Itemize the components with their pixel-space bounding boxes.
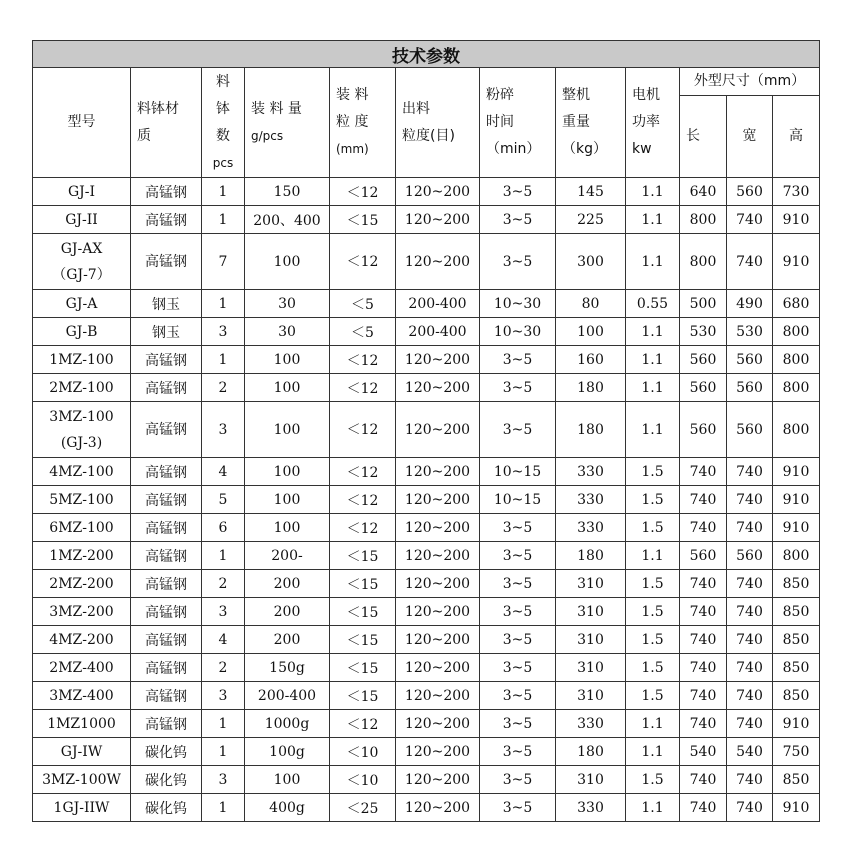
cell-crush-time: 3~5 bbox=[480, 542, 556, 570]
cell-width: 740 bbox=[727, 794, 773, 822]
cell-length: 740 bbox=[680, 794, 727, 822]
cell-load: 100 bbox=[245, 346, 330, 374]
cell-length: 740 bbox=[680, 766, 727, 794]
cell-material: 高锰钢 bbox=[131, 206, 202, 234]
cell-length: 740 bbox=[680, 458, 727, 486]
cell-load: 100g bbox=[245, 738, 330, 766]
cell-output-size: 120~200 bbox=[396, 570, 480, 598]
cell-width: 530 bbox=[727, 318, 773, 346]
cell-output-size: 200-400 bbox=[396, 290, 480, 318]
table-row bbox=[33, 346, 820, 374]
cell-length: 560 bbox=[680, 542, 727, 570]
cell-load: 200 bbox=[245, 570, 330, 598]
cell-material: 碳化钨 bbox=[131, 738, 202, 766]
cell-material: 高锰钢 bbox=[131, 458, 202, 486]
cell-power: 1.5 bbox=[626, 626, 680, 654]
cell-height: 910 bbox=[773, 234, 820, 290]
cell-weight: 310 bbox=[556, 626, 626, 654]
cell-weight: 225 bbox=[556, 206, 626, 234]
table-row bbox=[33, 458, 820, 486]
cell-crush-time: 3~5 bbox=[480, 794, 556, 822]
header-bowl-material: 料钵材 质 bbox=[131, 68, 202, 178]
cell-output-size: 120~200 bbox=[396, 458, 480, 486]
cell-width: 740 bbox=[727, 766, 773, 794]
cell-material: 高锰钢 bbox=[131, 542, 202, 570]
cell-height: 850 bbox=[773, 682, 820, 710]
cell-length: 740 bbox=[680, 682, 727, 710]
cell-length: 740 bbox=[680, 486, 727, 514]
cell-output-size: 120~200 bbox=[396, 766, 480, 794]
cell-bowl-count: 3 bbox=[202, 402, 245, 458]
cell-weight: 330 bbox=[556, 486, 626, 514]
cell-power: 0.55 bbox=[626, 290, 680, 318]
cell-feed-size: ＜12 bbox=[330, 346, 396, 374]
cell-length: 740 bbox=[680, 626, 727, 654]
table-row bbox=[33, 682, 820, 710]
cell-bowl-count: 7 bbox=[202, 234, 245, 290]
cell-crush-time: 3~5 bbox=[480, 374, 556, 402]
cell-output-size: 120~200 bbox=[396, 206, 480, 234]
cell-height: 800 bbox=[773, 542, 820, 570]
cell-power: 1.5 bbox=[626, 682, 680, 710]
cell-output-size: 120~200 bbox=[396, 682, 480, 710]
cell-crush-time: 10~15 bbox=[480, 486, 556, 514]
cell-weight: 310 bbox=[556, 766, 626, 794]
cell-weight: 180 bbox=[556, 738, 626, 766]
cell-load: 1000g bbox=[245, 710, 330, 738]
cell-power: 1.1 bbox=[626, 346, 680, 374]
cell-length: 560 bbox=[680, 374, 727, 402]
cell-output-size: 120~200 bbox=[396, 234, 480, 290]
table-row bbox=[33, 178, 820, 206]
cell-bowl-count: 1 bbox=[202, 206, 245, 234]
cell-power: 1.1 bbox=[626, 318, 680, 346]
cell-weight: 330 bbox=[556, 794, 626, 822]
table-row bbox=[33, 486, 820, 514]
cell-bowl-count: 1 bbox=[202, 738, 245, 766]
header-feed-size: 装 料 粒 度 (mm) bbox=[330, 68, 396, 178]
cell-load: 100 bbox=[245, 374, 330, 402]
cell-length: 740 bbox=[680, 710, 727, 738]
table-row bbox=[33, 290, 820, 318]
cell-power: 1.5 bbox=[626, 598, 680, 626]
cell-model: 1MZ-100 bbox=[33, 346, 131, 374]
cell-material: 钢玉 bbox=[131, 318, 202, 346]
cell-model: 2MZ-400 bbox=[33, 654, 131, 682]
cell-feed-size: ＜15 bbox=[330, 598, 396, 626]
cell-crush-time: 3~5 bbox=[480, 402, 556, 458]
cell-weight: 330 bbox=[556, 514, 626, 542]
cell-feed-size: ＜12 bbox=[330, 374, 396, 402]
cell-model: 3MZ-100W bbox=[33, 766, 131, 794]
cell-height: 850 bbox=[773, 766, 820, 794]
cell-power: 1.5 bbox=[626, 766, 680, 794]
table-row bbox=[33, 570, 820, 598]
cell-feed-size: ＜10 bbox=[330, 738, 396, 766]
cell-crush-time: 10~15 bbox=[480, 458, 556, 486]
cell-length: 740 bbox=[680, 570, 727, 598]
cell-model: 1MZ1000 bbox=[33, 710, 131, 738]
cell-output-size: 120~200 bbox=[396, 346, 480, 374]
cell-output-size: 120~200 bbox=[396, 710, 480, 738]
cell-output-size: 120~200 bbox=[396, 598, 480, 626]
cell-width: 740 bbox=[727, 234, 773, 290]
cell-crush-time: 3~5 bbox=[480, 234, 556, 290]
cell-crush-time: 3~5 bbox=[480, 710, 556, 738]
cell-bowl-count: 3 bbox=[202, 682, 245, 710]
table-title: 技术参数 bbox=[33, 41, 820, 68]
cell-bowl-count: 4 bbox=[202, 626, 245, 654]
cell-feed-size: ＜15 bbox=[330, 206, 396, 234]
table-row bbox=[33, 514, 820, 542]
cell-power: 1.1 bbox=[626, 402, 680, 458]
cell-height: 910 bbox=[773, 458, 820, 486]
cell-width: 740 bbox=[727, 626, 773, 654]
cell-crush-time: 3~5 bbox=[480, 766, 556, 794]
table-row bbox=[33, 766, 820, 794]
cell-bowl-count: 2 bbox=[202, 570, 245, 598]
cell-material: 高锰钢 bbox=[131, 486, 202, 514]
cell-weight: 310 bbox=[556, 682, 626, 710]
cell-feed-size: ＜25 bbox=[330, 794, 396, 822]
cell-width: 740 bbox=[727, 598, 773, 626]
cell-load: 200- bbox=[245, 542, 330, 570]
cell-bowl-count: 3 bbox=[202, 598, 245, 626]
cell-model: 5MZ-100 bbox=[33, 486, 131, 514]
cell-width: 560 bbox=[727, 402, 773, 458]
header-bowl-count: 料 钵 数 pcs bbox=[202, 68, 245, 178]
cell-height: 850 bbox=[773, 626, 820, 654]
cell-crush-time: 3~5 bbox=[480, 654, 556, 682]
cell-bowl-count: 3 bbox=[202, 766, 245, 794]
cell-power: 1.1 bbox=[626, 206, 680, 234]
cell-material: 高锰钢 bbox=[131, 598, 202, 626]
cell-load: 100 bbox=[245, 234, 330, 290]
cell-width: 560 bbox=[727, 346, 773, 374]
cell-model: 1GJ-IIW bbox=[33, 794, 131, 822]
spec-table bbox=[32, 40, 820, 822]
cell-width: 740 bbox=[727, 570, 773, 598]
cell-bowl-count: 2 bbox=[202, 654, 245, 682]
cell-material: 高锰钢 bbox=[131, 626, 202, 654]
cell-length: 530 bbox=[680, 318, 727, 346]
cell-load: 30 bbox=[245, 290, 330, 318]
cell-length: 740 bbox=[680, 654, 727, 682]
table-row bbox=[33, 402, 820, 458]
table-row bbox=[33, 206, 820, 234]
cell-feed-size: ＜12 bbox=[330, 514, 396, 542]
cell-load: 100 bbox=[245, 402, 330, 458]
cell-material: 高锰钢 bbox=[131, 654, 202, 682]
cell-load: 100 bbox=[245, 458, 330, 486]
table-row bbox=[33, 794, 820, 822]
cell-output-size: 120~200 bbox=[396, 374, 480, 402]
cell-length: 800 bbox=[680, 234, 727, 290]
cell-height: 910 bbox=[773, 514, 820, 542]
cell-height: 800 bbox=[773, 346, 820, 374]
cell-crush-time: 3~5 bbox=[480, 570, 556, 598]
cell-output-size: 120~200 bbox=[396, 178, 480, 206]
cell-output-size: 120~200 bbox=[396, 654, 480, 682]
cell-load: 150g bbox=[245, 654, 330, 682]
cell-length: 740 bbox=[680, 514, 727, 542]
header-power: 电机 功率 kw bbox=[626, 68, 680, 178]
cell-bowl-count: 1 bbox=[202, 290, 245, 318]
cell-feed-size: ＜5 bbox=[330, 290, 396, 318]
cell-power: 1.5 bbox=[626, 486, 680, 514]
cell-feed-size: ＜12 bbox=[330, 234, 396, 290]
cell-weight: 310 bbox=[556, 654, 626, 682]
cell-material: 碳化钨 bbox=[131, 766, 202, 794]
cell-material: 高锰钢 bbox=[131, 514, 202, 542]
cell-weight: 145 bbox=[556, 178, 626, 206]
cell-feed-size: ＜12 bbox=[330, 178, 396, 206]
cell-feed-size: ＜15 bbox=[330, 682, 396, 710]
cell-crush-time: 10~30 bbox=[480, 290, 556, 318]
cell-power: 1.1 bbox=[626, 542, 680, 570]
cell-power: 1.5 bbox=[626, 570, 680, 598]
cell-bowl-count: 1 bbox=[202, 794, 245, 822]
cell-output-size: 120~200 bbox=[396, 542, 480, 570]
cell-crush-time: 3~5 bbox=[480, 206, 556, 234]
cell-weight: 180 bbox=[556, 542, 626, 570]
cell-crush-time: 3~5 bbox=[480, 514, 556, 542]
cell-width: 560 bbox=[727, 374, 773, 402]
cell-weight: 330 bbox=[556, 710, 626, 738]
cell-bowl-count: 4 bbox=[202, 458, 245, 486]
cell-output-size: 120~200 bbox=[396, 738, 480, 766]
cell-model: 3MZ-100 (GJ-3) bbox=[33, 402, 131, 458]
header-load: 装 料 量 g/pcs bbox=[245, 68, 330, 178]
cell-bowl-count: 1 bbox=[202, 178, 245, 206]
table-row bbox=[33, 654, 820, 682]
cell-power: 1.1 bbox=[626, 234, 680, 290]
cell-load: 100 bbox=[245, 486, 330, 514]
cell-height: 910 bbox=[773, 710, 820, 738]
cell-bowl-count: 6 bbox=[202, 514, 245, 542]
table-row bbox=[33, 626, 820, 654]
cell-weight: 80 bbox=[556, 290, 626, 318]
cell-width: 490 bbox=[727, 290, 773, 318]
cell-load: 200 bbox=[245, 626, 330, 654]
cell-feed-size: ＜10 bbox=[330, 766, 396, 794]
cell-length: 560 bbox=[680, 346, 727, 374]
cell-material: 碳化钨 bbox=[131, 794, 202, 822]
cell-weight: 180 bbox=[556, 402, 626, 458]
cell-model: GJ-II bbox=[33, 206, 131, 234]
cell-crush-time: 10~30 bbox=[480, 318, 556, 346]
cell-height: 800 bbox=[773, 374, 820, 402]
cell-crush-time: 3~5 bbox=[480, 178, 556, 206]
cell-crush-time: 3~5 bbox=[480, 346, 556, 374]
cell-height: 910 bbox=[773, 206, 820, 234]
cell-output-size: 120~200 bbox=[396, 514, 480, 542]
cell-material: 高锰钢 bbox=[131, 710, 202, 738]
cell-width: 560 bbox=[727, 542, 773, 570]
header-model: 型号 bbox=[33, 68, 131, 178]
header-height: 高 bbox=[773, 96, 820, 178]
cell-output-size: 120~200 bbox=[396, 626, 480, 654]
cell-feed-size: ＜15 bbox=[330, 542, 396, 570]
cell-material: 高锰钢 bbox=[131, 374, 202, 402]
cell-load: 150 bbox=[245, 178, 330, 206]
cell-model: 2MZ-200 bbox=[33, 570, 131, 598]
table-row bbox=[33, 318, 820, 346]
cell-feed-size: ＜12 bbox=[330, 402, 396, 458]
cell-weight: 300 bbox=[556, 234, 626, 290]
header-width: 宽 bbox=[727, 96, 773, 178]
cell-feed-size: ＜12 bbox=[330, 458, 396, 486]
table-row bbox=[33, 710, 820, 738]
cell-load: 200、400 bbox=[245, 206, 330, 234]
cell-width: 560 bbox=[727, 178, 773, 206]
cell-material: 高锰钢 bbox=[131, 682, 202, 710]
cell-output-size: 120~200 bbox=[396, 794, 480, 822]
cell-bowl-count: 1 bbox=[202, 542, 245, 570]
cell-power: 1.1 bbox=[626, 374, 680, 402]
header-dimensions: 外型尺寸（mm） bbox=[680, 68, 820, 96]
cell-bowl-count: 1 bbox=[202, 710, 245, 738]
cell-length: 560 bbox=[680, 402, 727, 458]
cell-width: 740 bbox=[727, 710, 773, 738]
cell-power: 1.5 bbox=[626, 654, 680, 682]
cell-power: 1.1 bbox=[626, 738, 680, 766]
cell-bowl-count: 3 bbox=[202, 318, 245, 346]
table-row bbox=[33, 542, 820, 570]
cell-length: 800 bbox=[680, 206, 727, 234]
cell-output-size: 120~200 bbox=[396, 402, 480, 458]
cell-material: 高锰钢 bbox=[131, 178, 202, 206]
cell-length: 540 bbox=[680, 738, 727, 766]
cell-width: 740 bbox=[727, 458, 773, 486]
cell-model: GJ-IW bbox=[33, 738, 131, 766]
cell-model: GJ-I bbox=[33, 178, 131, 206]
cell-height: 850 bbox=[773, 654, 820, 682]
cell-width: 740 bbox=[727, 486, 773, 514]
cell-model: 4MZ-100 bbox=[33, 458, 131, 486]
cell-feed-size: ＜5 bbox=[330, 318, 396, 346]
header-weight: 整机 重量 （kg） bbox=[556, 68, 626, 178]
cell-height: 800 bbox=[773, 402, 820, 458]
cell-load: 400g bbox=[245, 794, 330, 822]
cell-weight: 310 bbox=[556, 570, 626, 598]
cell-load: 200-400 bbox=[245, 682, 330, 710]
cell-height: 910 bbox=[773, 486, 820, 514]
cell-length: 740 bbox=[680, 598, 727, 626]
cell-width: 540 bbox=[727, 738, 773, 766]
cell-power: 1.1 bbox=[626, 710, 680, 738]
header-output-size: 出料 粒度(目) bbox=[396, 68, 480, 178]
cell-width: 740 bbox=[727, 654, 773, 682]
cell-bowl-count: 2 bbox=[202, 374, 245, 402]
cell-model: 6MZ-100 bbox=[33, 514, 131, 542]
cell-height: 750 bbox=[773, 738, 820, 766]
cell-feed-size: ＜15 bbox=[330, 570, 396, 598]
table-row bbox=[33, 738, 820, 766]
cell-power: 1.1 bbox=[626, 178, 680, 206]
cell-load: 100 bbox=[245, 766, 330, 794]
cell-height: 800 bbox=[773, 318, 820, 346]
cell-load: 200 bbox=[245, 598, 330, 626]
cell-material: 钢玉 bbox=[131, 290, 202, 318]
cell-load: 30 bbox=[245, 318, 330, 346]
cell-length: 640 bbox=[680, 178, 727, 206]
cell-feed-size: ＜12 bbox=[330, 486, 396, 514]
cell-height: 680 bbox=[773, 290, 820, 318]
cell-width: 740 bbox=[727, 514, 773, 542]
header-length: 长 bbox=[680, 96, 727, 178]
cell-crush-time: 3~5 bbox=[480, 738, 556, 766]
cell-height: 910 bbox=[773, 794, 820, 822]
cell-power: 1.1 bbox=[626, 794, 680, 822]
cell-feed-size: ＜15 bbox=[330, 626, 396, 654]
cell-crush-time: 3~5 bbox=[480, 682, 556, 710]
cell-weight: 330 bbox=[556, 458, 626, 486]
cell-weight: 160 bbox=[556, 346, 626, 374]
cell-feed-size: ＜15 bbox=[330, 654, 396, 682]
cell-crush-time: 3~5 bbox=[480, 626, 556, 654]
cell-output-size: 120~200 bbox=[396, 486, 480, 514]
cell-height: 850 bbox=[773, 598, 820, 626]
cell-load: 100 bbox=[245, 514, 330, 542]
cell-height: 730 bbox=[773, 178, 820, 206]
cell-bowl-count: 5 bbox=[202, 486, 245, 514]
cell-power: 1.5 bbox=[626, 458, 680, 486]
cell-output-size: 200-400 bbox=[396, 318, 480, 346]
table-row bbox=[33, 374, 820, 402]
cell-material: 高锰钢 bbox=[131, 234, 202, 290]
cell-crush-time: 3~5 bbox=[480, 598, 556, 626]
cell-feed-size: ＜12 bbox=[330, 710, 396, 738]
cell-model: GJ-B bbox=[33, 318, 131, 346]
cell-model: 2MZ-100 bbox=[33, 374, 131, 402]
cell-material: 高锰钢 bbox=[131, 402, 202, 458]
cell-width: 740 bbox=[727, 206, 773, 234]
table-row bbox=[33, 234, 820, 290]
cell-power: 1.5 bbox=[626, 514, 680, 542]
cell-material: 高锰钢 bbox=[131, 570, 202, 598]
cell-weight: 310 bbox=[556, 598, 626, 626]
cell-model: 1MZ-200 bbox=[33, 542, 131, 570]
cell-width: 740 bbox=[727, 682, 773, 710]
cell-model: GJ-AX （GJ-7） bbox=[33, 234, 131, 290]
cell-weight: 100 bbox=[556, 318, 626, 346]
cell-weight: 180 bbox=[556, 374, 626, 402]
table-row bbox=[33, 598, 820, 626]
cell-height: 850 bbox=[773, 570, 820, 598]
cell-bowl-count: 1 bbox=[202, 346, 245, 374]
cell-model: 3MZ-200 bbox=[33, 598, 131, 626]
cell-length: 500 bbox=[680, 290, 727, 318]
cell-model: GJ-A bbox=[33, 290, 131, 318]
cell-model: 3MZ-400 bbox=[33, 682, 131, 710]
header-crush-time: 粉碎 时间 （min） bbox=[480, 68, 556, 178]
cell-material: 高锰钢 bbox=[131, 346, 202, 374]
cell-model: 4MZ-200 bbox=[33, 626, 131, 654]
